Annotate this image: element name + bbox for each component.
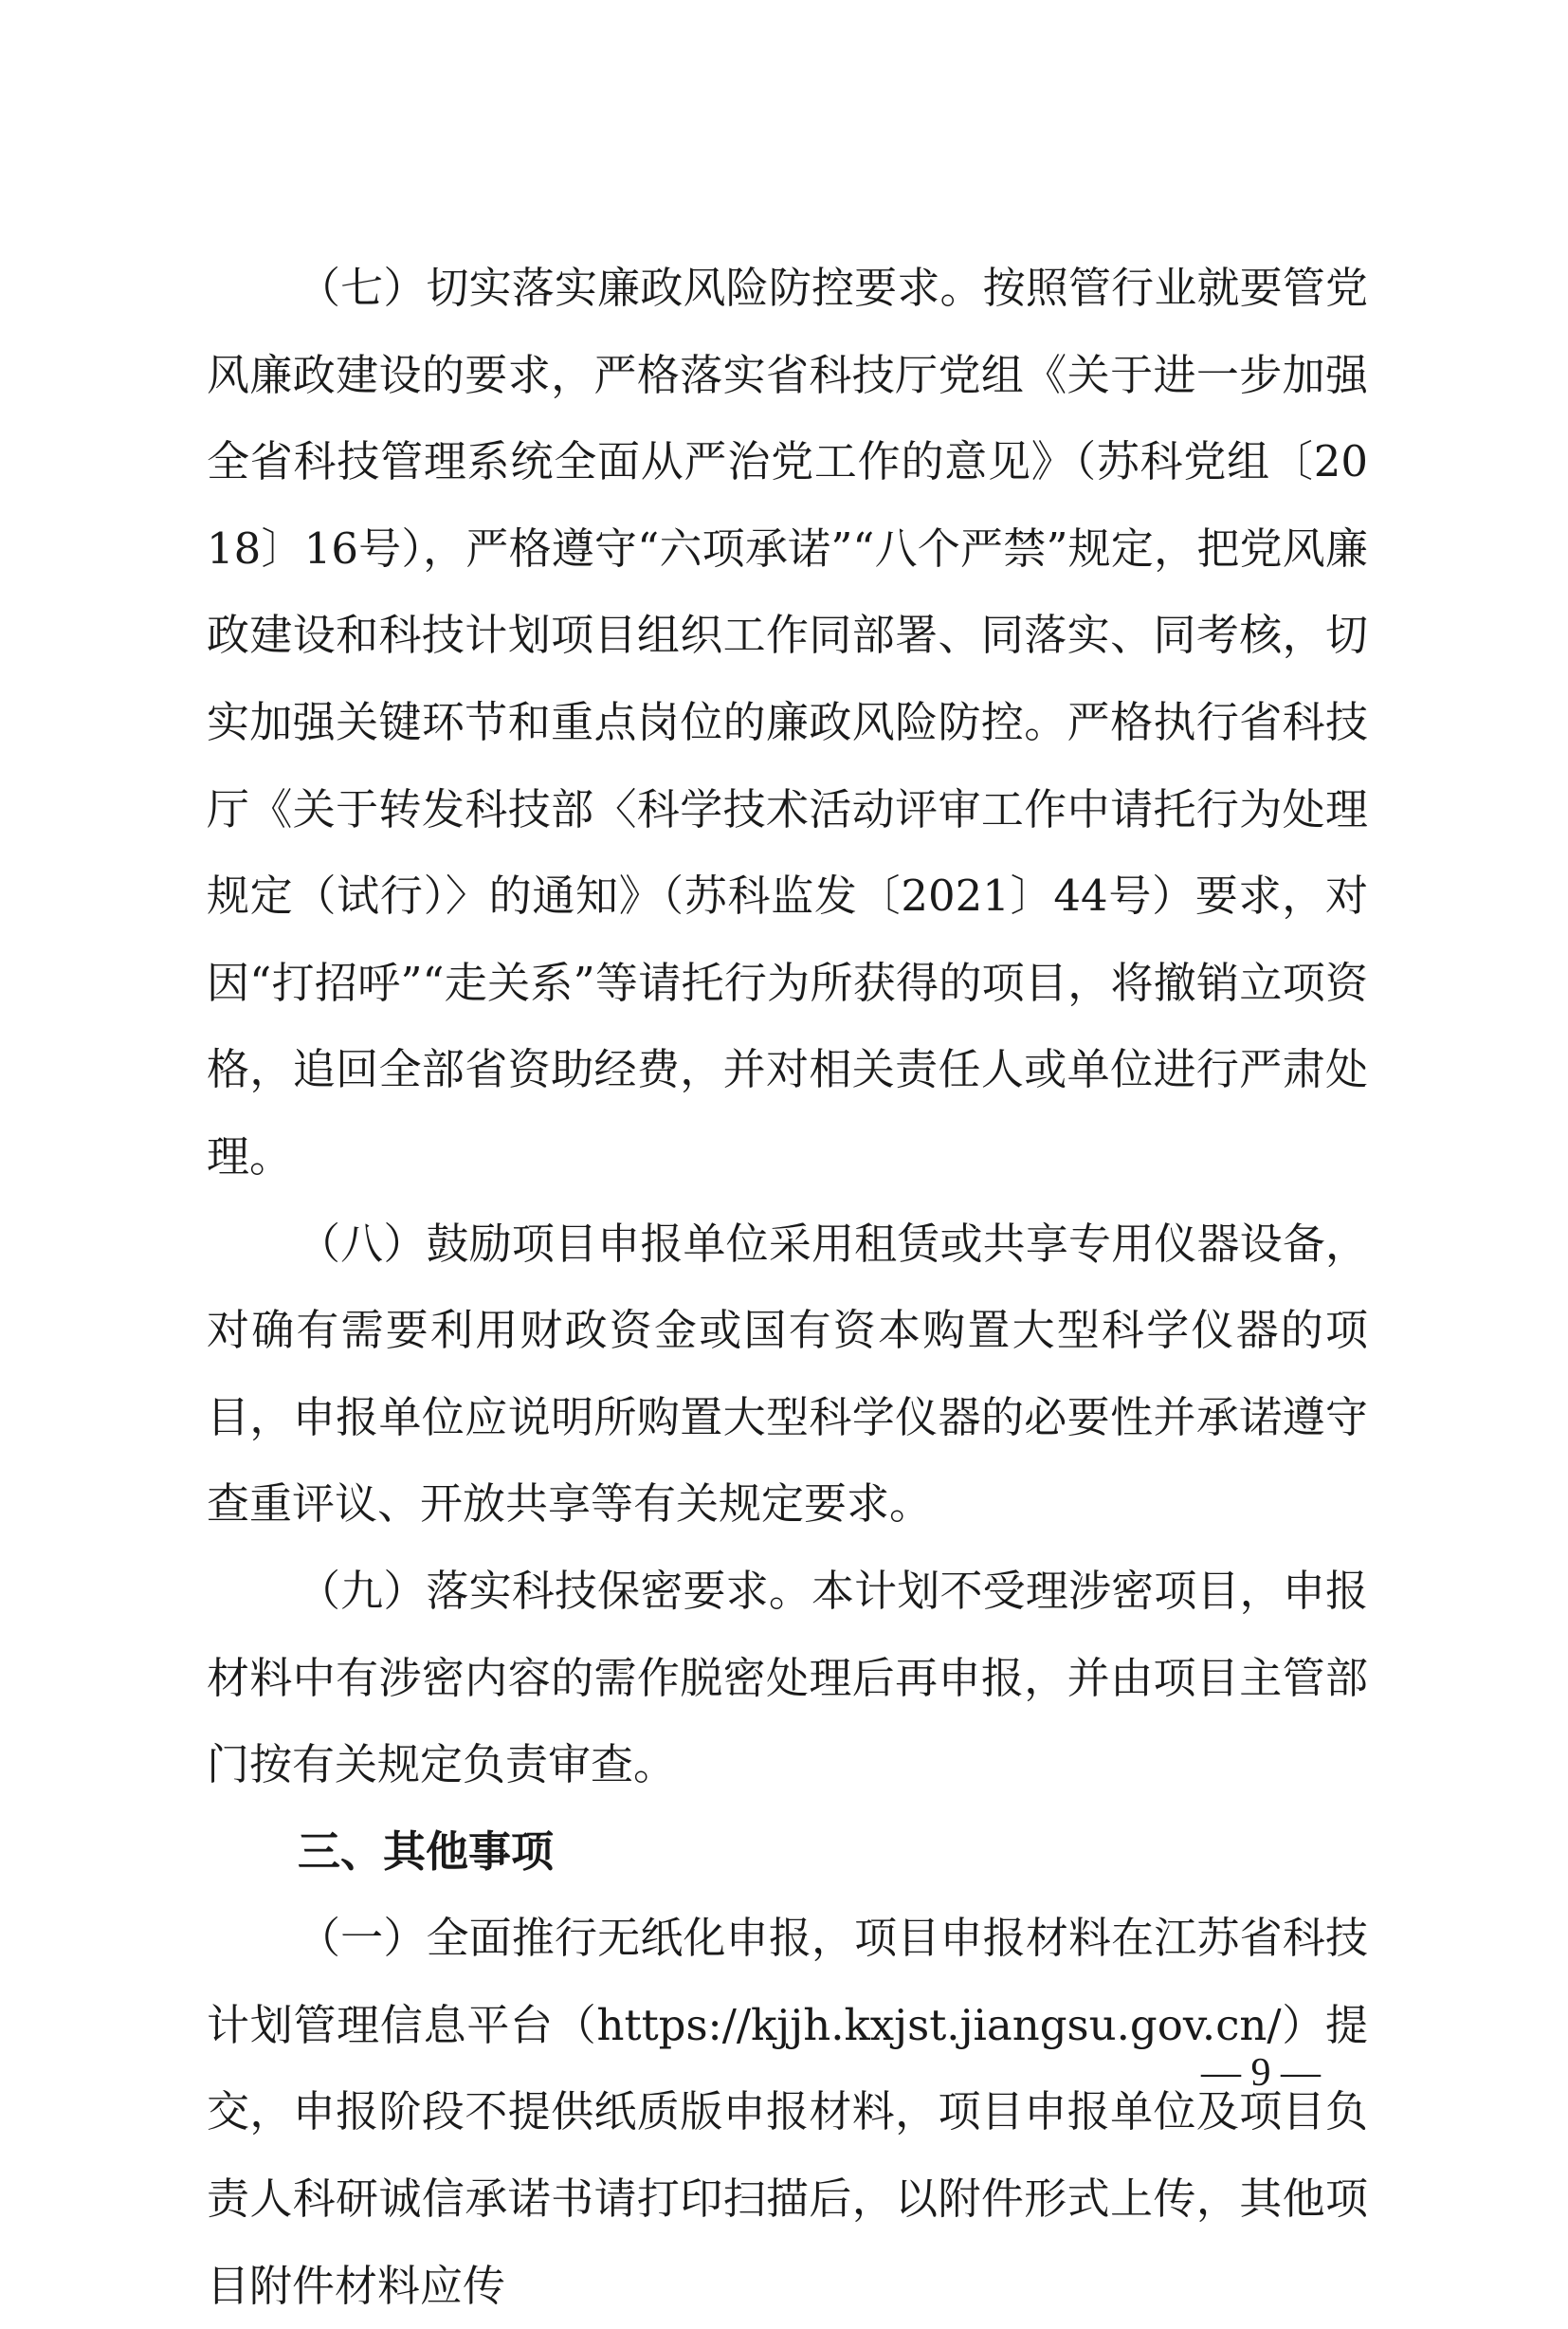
document-body [207, 245, 1368, 2329]
section-heading-other-matters: 三、其他事项 [298, 1825, 555, 1877]
paragraph-paperless-submission: （一）全面推行无纸化申报，项目申报材料在江苏省科技计划管理信息平台（https://kjjh.kxjst.jiangsu.gov.cn/）提交，申报阶段不提供纸质版申报材料，项目申报单位及项目负责人科研诚信承诺书请打印扫描后，以附件形式上传，其他项目附件材料应传 [207, 1913, 1368, 2311]
paragraph-instrument-sharing: （八）鼓励项目申报单位采用租赁或共享专用仪器设备，对确有需要利用财政资金或国有资本购置大型科学仪器的项目，申报单位应说明所购置大型科学仪器的必要性并承诺遵守查重评议、开放共享等有关规定要求。 [207, 1218, 1368, 1530]
paragraph-integrity-risk-control: （七）切实落实廉政风险防控要求。按照管行业就要管党风廉政建设的要求，严格落实省科技厅党组《关于进一步加强全省科技管理系统全面从严治党工作的意见》（苏科党组〔2018〕16号），严格遵守“六项承诺”“八个严禁”规定，把党风廉政建设和科技计划项目组织工作同部署、同落实、同考核，切实加强关键环节和重点岗位的廉政风险防控。严格执行省科技厅《关于转发科技部〈科学技术活动评审工作中请托行为处理规定（试行）〉的通知》（苏科监发〔2021〕44号）要求，对因“打招呼”“走关系”等请托行为所获得的项目，将撤销立项资格，追回全部省资助经费，并对相关责任人或单位进行严肃处理。 [207, 263, 1368, 1182]
paragraph-confidentiality: （九）落实科技保密要求。本计划不受理涉密项目，申报材料中有涉密内容的需作脱密处理后再申报，并由项目主管部门按有关规定负责审查。 [207, 1565, 1368, 1790]
page-number: — 9 — [1201, 2051, 1321, 2095]
